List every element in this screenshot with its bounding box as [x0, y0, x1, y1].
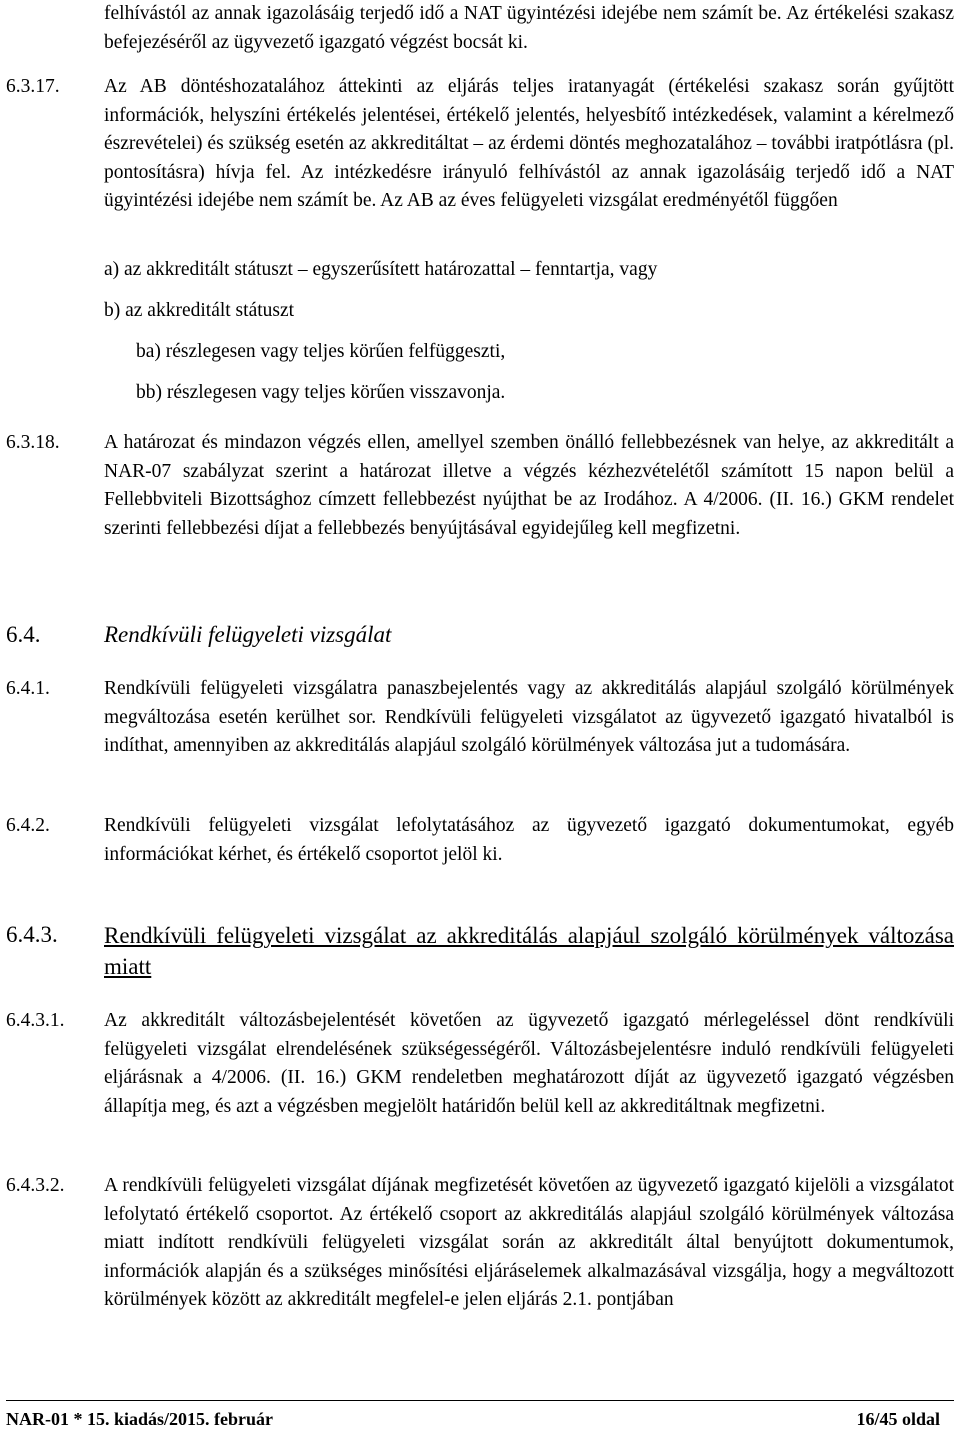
continuation-text: felhívástól az annak igazolásáig terjedő idő a NAT ügyintézési idejébe nem számít be. Az értékelési szakasz befejezéséről az ügyvezető igazgató végzést bocsát ki.	[104, 3, 954, 53]
heading-title: Rendkívüli felügyeleti vizsgálat	[104, 622, 392, 647]
section-number: 6.4.3.2.	[6, 1175, 65, 1196]
section-text: A határozat és mindazon végzés ellen, amellyel szemben önálló fellebbezésnek van helye, az akkreditált a NAR-07 szabályzat szerint a határozat illetve a végzés kézhezvételétől számított 15 napon belül a Fellebbviteli Bizottsághoz címzett fellebbezést nyújthat be az Irodához. A 4/2006. (II. 16.) GKM rendelet szerinti fellebbezési díjat a fellebbezés benyújtásával egyidejűleg kell megfizetni.	[104, 432, 954, 539]
heading-number: 6.4.3.	[6, 922, 58, 947]
section-text: A rendkívüli felügyeleti vizsgálat díjának megfizetését követően az ügyvezető igazgató kijelöli a vizsgálatot lefolytató értékelő csoportot. Az értékelő csoport az akkreditálás alapjául szolgáló körülmények változása miatt indított rendkívüli felügyeleti vizsgálat során az akkreditált által benyújtott dokumentumok, információk alapján és a szükséges minősítési eljáráselemek alkalmazásával vizsgálja, hogy a megváltozott körülmények között az akkreditált megfelel-e jelen eljárás 2.1. pontjában	[104, 1175, 954, 1311]
section-text: Rendkívüli felügyeleti vizsgálat lefolytatásához az ügyvezető igazgató dokumentumokat, egyéb információkat kérhet, és értékelő csoportot jelöl ki.	[104, 815, 954, 865]
section-number: 6.4.2.	[6, 815, 50, 836]
section-text: Rendkívüli felügyeleti vizsgálatra panaszbejelentés vagy az akkreditálás alapjául szolgáló körülmények megváltozása esetén kerülhet sor. Rendkívüli felügyeleti vizsgálatot az ügyvezető igazgató hivatalból is indíthat, amennyiben az akkreditálás alapjául szolgáló körülmények változása jut a tudomására.	[104, 678, 954, 757]
list-item-b-text: b) az akkreditált státuszt	[104, 300, 295, 321]
section-text: Az akkreditált változásbejelentését követően az ügyvezető igazgató mérlegeléssel dönt rendkívüli felügyeleti vizsgálat elrendelésének szükségességéről. Változásbejelentésre induló rendkívüli felügyeleti eljárásnak a 4/2006. (II. 16.) GKM rendeletben meghatározott díját az ügyvezető igazgató végzésben állapítja meg, és azt a végzésben megjelölt határidőn belül kell az akkreditáltnak megfizetni.	[104, 1010, 954, 1117]
footer-divider	[6, 1400, 954, 1401]
section-number: 6.4.3.1.	[6, 1010, 65, 1031]
section-number: 6.3.18.	[6, 432, 60, 453]
section-number: 6.4.1.	[6, 678, 50, 699]
heading-number: 6.4.	[6, 622, 41, 647]
list-item-bb-text: bb) részlegesen vagy teljes körűen visszavonja.	[136, 382, 506, 403]
section-number: 6.3.17.	[6, 76, 60, 97]
section-text: Az AB döntéshozatalához áttekinti az eljárás teljes iratanyagát (értékelési szakasz során gyűjtött információk, helyszíni értékelés jelentései, értékelő jelentés, helyesbítő intézkedések, valamint a kérelmező észrevételei) és szükség esetén az akkreditáltat – az érdemi döntés meghozatalához – további iratpótlásra (pl. pontosításra) hívja fel. Az intézkedésre irányuló felhívástól az annak igazolásáig terjedő idő a NAT ügyintézési idejébe nem számít be. Az AB az éves felügyeleti vizsgálat eredményétől függően	[104, 76, 954, 212]
list-item-a-text: a) az akkreditált státuszt – egyszerűsített határozattal – fenntartja, vagy	[104, 259, 658, 280]
list-item-ba-text: ba) részlegesen vagy teljes körűen felfüggeszti,	[136, 341, 506, 362]
footer-document-id: NAR-01 * 15. kiadás/2015. február	[6, 1409, 274, 1429]
heading-title: Rendkívüli felügyeleti vizsgálat az akkreditálás alapjául szolgáló körülmények változása miatt	[104, 923, 954, 979]
footer-page-number: 16/45 oldal	[856, 1409, 940, 1429]
